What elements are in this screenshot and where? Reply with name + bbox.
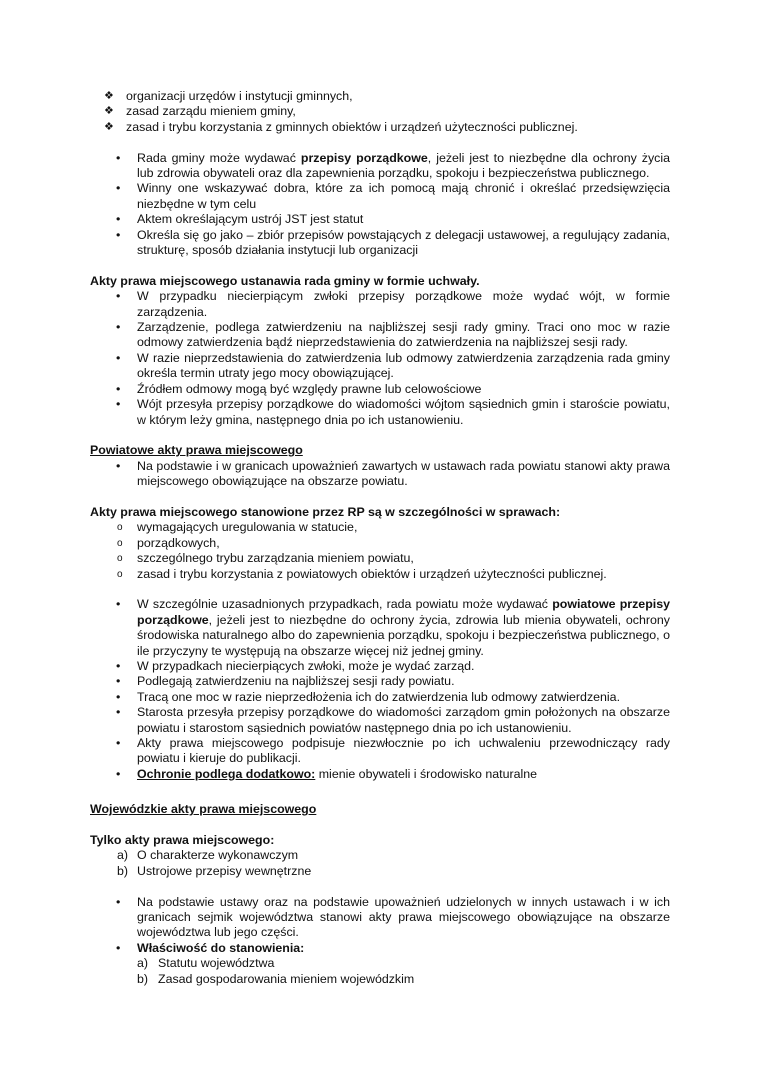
list-item: o porządkowych,: [117, 535, 220, 550]
bullet-icon: •: [116, 940, 121, 955]
list-item: ❖ zasad i trybu korzystania z gminnych obiektów i urządzeń użyteczności publicznej.: [104, 119, 578, 134]
section-heading: Wojewódzkie akty prawa miejscowego: [90, 802, 317, 817]
bullet-icon: •: [116, 350, 121, 365]
bullet-icon: •: [116, 227, 121, 242]
document-page: [90, 89, 670, 987]
list-item: b) Zasad gospodarowania mieniem wojewódzkim: [137, 971, 415, 986]
bullet-icon: •: [116, 705, 121, 720]
bullet-icon: •: [116, 181, 121, 196]
list-item: • W szczególnie uzasadnionych przypadkach, rada powiatu może wydawać powiatowe przepisy porządkowe, jeżeli jest to niezbędne do ochrony życia, zdrowia lub mienia obywateli, ochrony środowiska naturalnego albo do zapewnienia porządku, spokoju i bezpieczeństwa publicznego, o ile przyczyny te występują na obszarze więcej niż jednej gminy.: [116, 597, 670, 658]
bullet-icon: •: [116, 320, 121, 335]
list-item: • Źródłem odmowy mogą być względy prawne lub celowościowe: [116, 381, 482, 396]
list-item: b) Ustrojowe przepisy wewnętrzne: [117, 863, 312, 878]
list-item: • Akty prawa miejscowego podpisuje niezwłocznie po ich uchwaleniu przewodniczący rady powiatu i kieruje do publikacji.: [116, 735, 670, 766]
bullet-icon: •: [116, 674, 121, 689]
diamond-bullet-icon: ❖: [104, 120, 114, 133]
bullet-icon: •: [116, 597, 121, 612]
list-item: • Aktem określającym ustrój JST jest statut: [116, 212, 364, 227]
list-item: • W razie nieprzedstawienia do zatwierdzenia lub odmowy zatwierdzenia zarządzenia rada gminy określa termin utraty jego mocy obowiązującej.: [116, 350, 670, 381]
list-item: • Rada gminy może wydawać przepisy porządkowe, jeżeli jest to niezbędne dla ochrony życia lub zdrowia obywateli oraz dla zapewnienia porządku, spokoju i bezpieczeństwa publicznego.: [116, 150, 670, 181]
bullet-icon: •: [116, 289, 121, 304]
list-item: • W przypadku niecierpiącym zwłoki przepisy porządkowe może wydać wójt, w formie zarządzenia.: [116, 289, 670, 319]
bullet-icon: •: [116, 735, 121, 750]
bullet-icon: •: [116, 397, 121, 412]
bullet-icon: •: [116, 150, 121, 165]
list-item: o zasad i trybu korzystania z powiatowych obiektów i urządzeń użyteczności publicznej.: [117, 566, 607, 581]
list-item: ❖ zasad zarządu mieniem gminy,: [104, 104, 296, 119]
bullet-icon: •: [116, 689, 121, 704]
bullet-icon: •: [116, 212, 121, 227]
circle-bullet-icon: o: [117, 522, 123, 534]
circle-bullet-icon: o: [117, 537, 123, 549]
bullet-icon: •: [116, 658, 121, 673]
list-item: • Zarządzenie, podlega zatwierdzeniu na najbliższej sesji rady gminy. Traci ono moc w razie odmowy zatwierdzenia bądź nieprzedstawienia do zatwierdzenia na najbliższej sesji rady.: [116, 320, 670, 350]
circle-bullet-icon: o: [117, 553, 123, 565]
list-item: • Na podstawie ustawy oraz na podstawie upoważnień udzielonych w innych ustawach i w ich granicach sejmik województwa stanowi akty prawa miejscowego obowiązujące na obszarze województwa lub jego części.: [116, 894, 670, 940]
diamond-bullet-icon: ❖: [104, 90, 114, 102]
list-item: • Ochronie podlega dodatkowo: mienie obywateli i środowisko naturalne: [116, 766, 538, 781]
list-item: • Na podstawie i w granicach upoważnień zawartych w ustawach rada powiatu stanowi akty prawa miejscowego obowiązujące na obszarze powiatu.: [116, 458, 670, 489]
circle-bullet-icon: o: [117, 568, 123, 580]
list-item: • Starosta przesyła przepisy porządkowe do wiadomości zarządom gmin położonych na obszarze powiatu i starostom sąsiednich powiatów następnego dnia po ich ustanowieniu.: [116, 705, 670, 735]
list-item: • W przypadkach niecierpiących zwłoki, może je wydać zarząd.: [116, 658, 475, 673]
list-item: o wymagających uregulowania w statucie,: [117, 520, 358, 535]
list-item: ❖ organizacji urzędów i instytucji gminnych,: [104, 89, 353, 103]
list-item: • Podlegają zatwierdzeniu na najbliższej sesji rady powiatu.: [116, 674, 455, 689]
list-item: • Wójt przesyła przepisy porządkowe do wiadomości wójtom sąsiednich gmin i staroście powiatu, w którym leży gmina, następnego dnia po ich ustanowieniu.: [116, 397, 670, 427]
list-item: • Tracą one moc w razie nieprzedłożenia ich do zatwierdzenia lub odmowy zatwierdzenia.: [116, 689, 621, 704]
list-item: • Winny one wskazywać dobra, które za ich pomocą mają chronić i określać przedsięwzięcia niezbędne w tym celu: [116, 181, 670, 211]
list-item: • Właściwość do stanowienia:: [116, 940, 305, 955]
list-item: a) Statutu województwa: [137, 956, 275, 971]
list-item: o szczególnego trybu zarządzania mieniem powiatu,: [117, 551, 414, 566]
bullet-icon: •: [116, 458, 121, 473]
list-item: a) O charakterze wykonawczym: [117, 848, 299, 863]
list-item: • Określa się go jako – zbiór przepisów powstających z delegacji ustawowej, a regulujący zadania, strukturę, sposób działania instytucji lub organizacji: [116, 227, 670, 258]
section-heading: Akty prawa miejscowego stanowione przez RP są w szczególności w sprawach:: [90, 504, 561, 519]
bullet-icon: •: [116, 766, 121, 781]
bullet-icon: •: [116, 381, 121, 396]
section-heading: Powiatowe akty prawa miejscowego: [90, 443, 303, 458]
diamond-bullet-icon: ❖: [104, 105, 114, 118]
section-heading: Akty prawa miejscowego ustanawia rada gminy w formie uchwały.: [90, 273, 480, 288]
section-heading: Tylko akty prawa miejscowego:: [90, 833, 275, 847]
bullet-icon: •: [116, 894, 121, 909]
